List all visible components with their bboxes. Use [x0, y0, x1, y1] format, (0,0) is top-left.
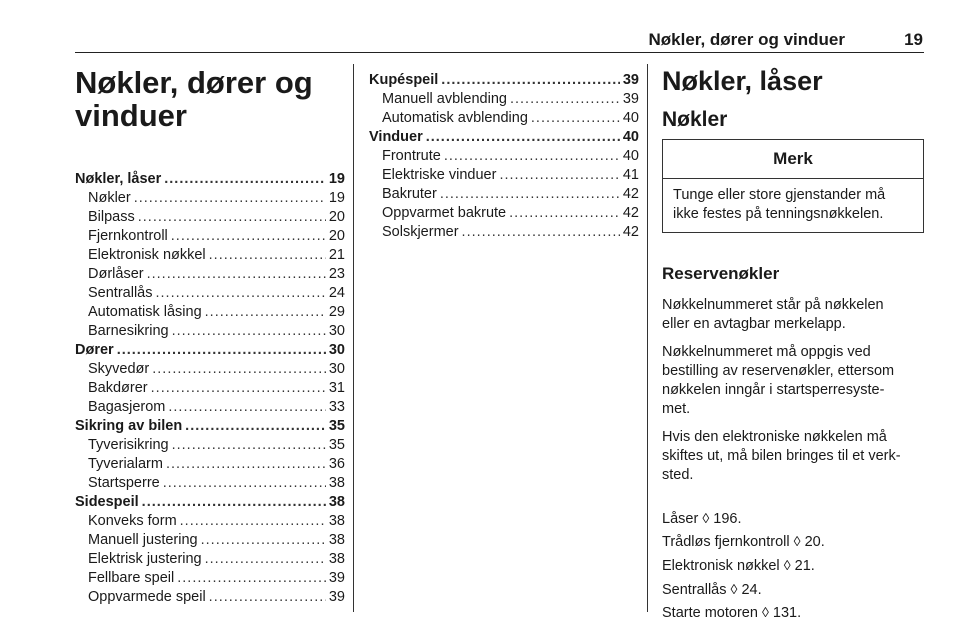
toc-entry[interactable]	[75, 436, 345, 455]
toc-entry[interactable]	[75, 189, 345, 208]
toc-entry-label: Fjernkontroll	[88, 228, 168, 244]
cross-reference-text: Elektronisk nøkkel	[662, 558, 784, 574]
cross-reference-page: 131.	[768, 605, 802, 621]
toc-entry-page: 19	[328, 190, 345, 206]
toc-entry-page: 29	[328, 304, 345, 320]
toc-entry-label: Kupéspeil	[369, 72, 439, 88]
note-line: ikke festes på tenningsnøkkelen.	[673, 206, 884, 222]
text-line: sted.	[662, 467, 694, 483]
toc-entry-label: Startsperre	[88, 475, 160, 491]
dot-leader	[117, 341, 326, 360]
toc-entry-page: 20	[328, 228, 345, 244]
cross-reference-link[interactable]	[662, 603, 924, 623]
reserve-keys-heading: Reservenøkler	[662, 264, 780, 283]
dot-leader	[209, 588, 326, 607]
toc-entry-label: Vinduer	[369, 129, 423, 145]
chapter-title-line1: Nøkler, dører og	[75, 65, 313, 100]
toc-entry-label: Automatisk låsing	[88, 304, 202, 320]
cross-reference-text: Starte motoren	[662, 605, 762, 621]
toc-entry-label: Elektrisk justering	[88, 551, 202, 567]
text-line: Nøkkelnummeret står på nøkkelen	[662, 297, 884, 313]
note-box	[662, 139, 924, 233]
toc-entry-label: Solskjermer	[382, 224, 459, 240]
toc-entry-page: 39	[622, 72, 639, 88]
toc-chapter-entry[interactable]	[75, 341, 345, 360]
text-line: bestilling av reservenøkler, ettersom	[662, 363, 895, 379]
dot-leader	[152, 360, 326, 379]
paragraph-ordering	[662, 343, 924, 419]
dot-leader	[510, 90, 620, 109]
toc-entry-label: Tyverisikring	[88, 437, 169, 453]
toc-entry-page: 31	[328, 380, 345, 396]
toc-chapter-entry[interactable]	[75, 170, 345, 189]
dot-leader	[138, 208, 326, 227]
toc-entry-page: 38	[328, 494, 345, 510]
toc-entry-page: 40	[622, 148, 639, 164]
toc-entry-label: Frontrute	[382, 148, 441, 164]
toc-entry[interactable]	[75, 455, 345, 474]
toc-entry-label: Nøkler	[88, 190, 131, 206]
cross-reference-link[interactable]	[662, 556, 924, 576]
dot-leader	[163, 474, 326, 493]
dot-leader	[164, 170, 326, 189]
text-line: Hvis den elektroniske nøkkelen må	[662, 429, 887, 445]
page-header	[75, 30, 923, 52]
dot-leader	[166, 455, 326, 474]
toc-entry-label: Bakruter	[382, 186, 437, 202]
reference-arrow-icon: ◊	[702, 510, 710, 526]
running-header-title: Nøkler, dører og vinduer	[648, 30, 845, 49]
toc-entry-page: 38	[328, 551, 345, 567]
toc-entry-label: Sikring av bilen	[75, 418, 183, 434]
dot-leader	[205, 550, 326, 569]
dot-leader	[440, 185, 620, 204]
dot-leader	[134, 189, 326, 208]
dot-leader	[426, 128, 620, 147]
toc-entry[interactable]	[369, 109, 639, 128]
cross-reference-page: 21.	[790, 558, 815, 574]
dot-leader	[151, 379, 326, 398]
toc-entry-label: Fellbare speil	[88, 570, 175, 586]
cross-reference-link[interactable]	[662, 580, 924, 600]
toc-entry[interactable]	[75, 322, 345, 341]
toc-column-2	[369, 71, 639, 242]
dot-leader	[441, 71, 620, 90]
toc-entry-label: Konveks form	[88, 513, 177, 529]
toc-entry-label: Skyvedør	[88, 361, 150, 377]
toc-entry-page: 40	[622, 110, 639, 126]
toc-entry-label: Bagasjerom	[88, 399, 166, 415]
cross-reference-text: Sentrallås	[662, 582, 731, 598]
toc-column-1	[75, 170, 345, 607]
cross-reference-page: 20.	[800, 534, 825, 550]
dot-leader	[531, 109, 620, 128]
toc-entry-label: Bakdører	[88, 380, 148, 396]
toc-chapter-entry[interactable]	[369, 128, 639, 147]
text-line: eller en avtagbar merkelapp.	[662, 316, 846, 332]
toc-entry[interactable]	[75, 512, 345, 531]
cross-reference-page: 24.	[737, 582, 762, 598]
dot-leader	[462, 223, 620, 242]
toc-entry[interactable]	[75, 398, 345, 417]
toc-entry-page: 42	[622, 224, 639, 240]
toc-entry-page: 36	[328, 456, 345, 472]
toc-entry-page: 42	[622, 205, 639, 221]
cross-reference-text: Låser	[662, 511, 703, 527]
toc-entry-page: 20	[328, 209, 345, 225]
dot-leader	[444, 147, 620, 166]
toc-entry[interactable]	[75, 379, 345, 398]
dot-leader	[185, 417, 326, 436]
toc-entry-label: Bilpass	[88, 209, 135, 225]
toc-entry-page: 35	[328, 418, 345, 434]
toc-entry[interactable]	[369, 223, 639, 242]
toc-entry[interactable]	[75, 531, 345, 550]
dot-leader	[180, 512, 326, 531]
toc-entry-page: 41	[622, 167, 639, 183]
toc-entry[interactable]	[75, 246, 345, 265]
reference-arrow-icon: ◊	[761, 604, 769, 620]
note-line: Tunge eller store gjenstander må	[673, 187, 886, 203]
toc-entry[interactable]	[75, 227, 345, 246]
toc-entry[interactable]	[75, 550, 345, 569]
toc-entry-page: 40	[622, 129, 639, 145]
toc-entry[interactable]	[369, 166, 639, 185]
chapter-title-line2: vinduer	[75, 98, 187, 133]
toc-entry-label: Barnesikring	[88, 323, 169, 339]
note-body	[663, 179, 923, 232]
dot-leader	[147, 265, 326, 284]
toc-entry-label: Oppvarmet bakrute	[382, 205, 507, 221]
toc-entry-page: 39	[328, 570, 345, 586]
subsection-title: Nøkler	[662, 108, 728, 131]
section-column	[662, 64, 924, 621]
toc-entry-page: 38	[328, 513, 345, 529]
dot-leader	[209, 246, 326, 265]
column-divider-2	[647, 64, 648, 612]
paragraph-key-number	[662, 296, 924, 334]
toc-entry[interactable]	[75, 360, 345, 379]
toc-entry[interactable]	[75, 569, 345, 588]
dot-leader	[205, 303, 326, 322]
toc-entry-label: Elektronisk nøkkel	[88, 247, 206, 263]
dot-leader	[172, 436, 326, 455]
toc-entry[interactable]	[369, 204, 639, 223]
toc-entry-label: Nøkler, låser	[75, 171, 162, 187]
toc-entry-label: Elektriske vinduer	[382, 167, 497, 183]
toc-entry-label: Automatisk avblending	[382, 110, 528, 126]
dot-leader	[172, 322, 326, 341]
column-divider-1	[353, 64, 354, 612]
reference-arrow-icon: ◊	[730, 581, 738, 597]
toc-entry[interactable]	[369, 90, 639, 109]
section-title: Nøkler, låser	[662, 66, 823, 96]
toc-chapter-entry[interactable]	[369, 71, 639, 90]
paragraph-electronic-key	[662, 428, 924, 485]
toc-entry-page: 21	[328, 247, 345, 263]
dot-leader	[499, 166, 619, 185]
note-heading: Merk	[663, 140, 923, 179]
toc-entry-page: 30	[328, 361, 345, 377]
toc-entry-page: 42	[622, 186, 639, 202]
toc-entry-page: 39	[622, 91, 639, 107]
text-line: skiftes ut, må bilen bringes til et verk-	[662, 448, 901, 464]
dot-leader	[509, 204, 620, 223]
toc-entry[interactable]	[75, 284, 345, 303]
toc-entry-page: 38	[328, 475, 345, 491]
toc-chapter-entry[interactable]	[75, 417, 345, 436]
toc-entry-page: 24	[328, 285, 345, 301]
page-number: 19	[904, 30, 923, 49]
toc-entry-label: Oppvarmede speil	[88, 589, 206, 605]
cross-reference-text: Trådløs fjernkontroll	[662, 534, 794, 550]
reference-arrow-icon: ◊	[793, 533, 801, 549]
toc-chapter-entry[interactable]	[75, 493, 345, 512]
toc-entry-label: Sidespeil	[75, 494, 139, 510]
cross-reference-link[interactable]	[662, 509, 924, 529]
toc-entry-label: Tyverialarm	[88, 456, 163, 472]
text-line: nøkkelen inngår i startsperresyste-	[662, 382, 885, 398]
dot-leader	[142, 493, 326, 512]
dot-leader	[201, 531, 326, 550]
toc-entry-page: 19	[328, 171, 345, 187]
chapter-title	[75, 66, 345, 132]
toc-entry-label: Manuell justering	[88, 532, 198, 548]
toc-entry[interactable]	[369, 185, 639, 204]
toc-entry-label: Manuell avblending	[382, 91, 507, 107]
toc-entry[interactable]	[75, 208, 345, 227]
dot-leader	[155, 284, 325, 303]
toc-entry-label: Sentrallås	[88, 285, 153, 301]
toc-entry-page: 35	[328, 437, 345, 453]
toc-entry-page: 38	[328, 532, 345, 548]
toc-entry[interactable]	[75, 303, 345, 322]
reference-arrow-icon: ◊	[783, 557, 791, 573]
text-line: Nøkkelnummeret må oppgis ved	[662, 344, 871, 360]
dot-leader	[168, 398, 325, 417]
text-line: met.	[662, 401, 691, 417]
toc-entry-page: 33	[328, 399, 345, 415]
dot-leader	[171, 227, 326, 246]
toc-entry[interactable]	[369, 147, 639, 166]
toc-entry[interactable]	[75, 265, 345, 284]
toc-entry-page: 30	[328, 342, 345, 358]
toc-entry[interactable]	[75, 588, 345, 607]
toc-entry-page: 23	[328, 266, 345, 282]
toc-entry-label: Dørlåser	[88, 266, 144, 282]
toc-entry[interactable]	[75, 474, 345, 493]
header-divider	[75, 52, 924, 53]
cross-reference-link[interactable]	[662, 532, 924, 552]
toc-entry-label: Dører	[75, 342, 114, 358]
toc-entry-page: 30	[328, 323, 345, 339]
dot-leader	[177, 569, 326, 588]
cross-reference-page: 196.	[709, 511, 742, 527]
toc-entry-page: 39	[328, 589, 345, 605]
